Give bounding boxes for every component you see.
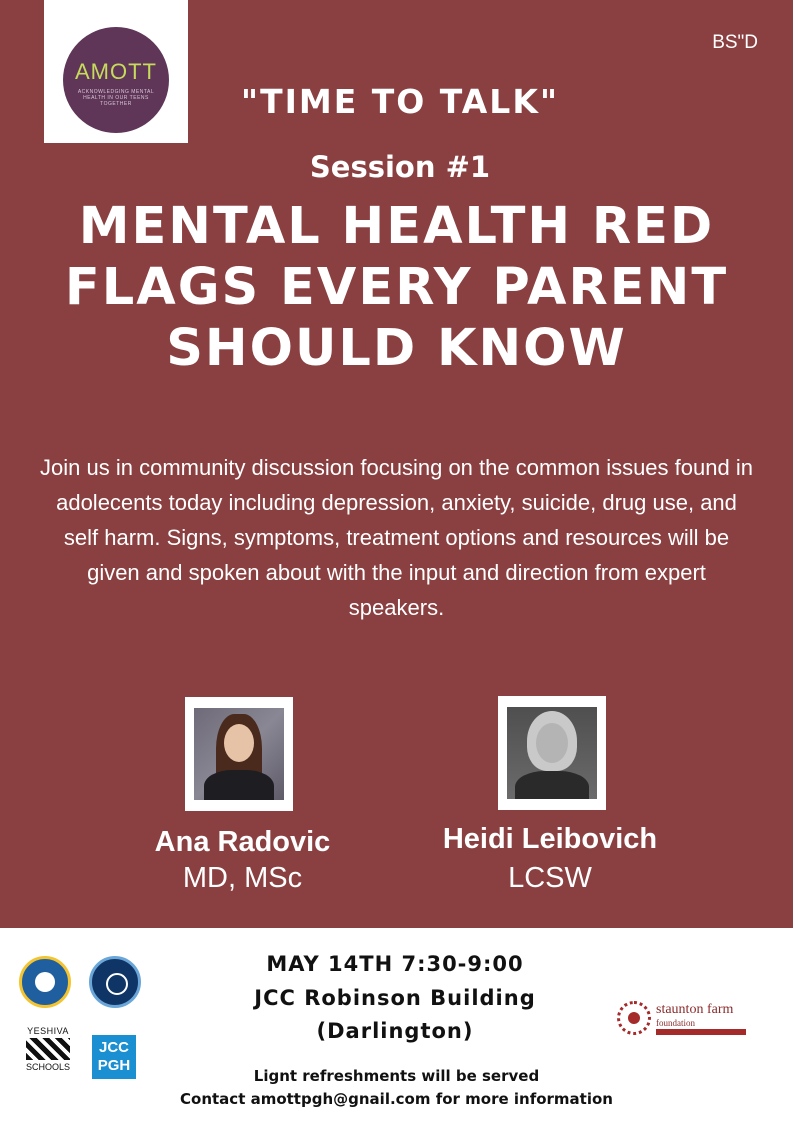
speaker-name: Heidi Leibovich [442,823,658,855]
event-description: Join us in community discussion focusing on the common issues found in adolecents today including depression, anxiety, suicide, drug use, and self harm. Signs, symptoms, treatment options and resources will be given and spoken about with the input and direction from expert speakers. [40,455,753,620]
speaker-credentials: LCSW [508,862,592,894]
amott-logo-circle [63,27,169,133]
event-series-title: "TIME TO TALK" [240,82,560,121]
corner-note: BS"D [712,32,758,53]
jcc-pgh-logo: JCC PGH [92,1035,136,1079]
contact-info: Contact amottpgh@gnail.com for more information [180,1090,613,1108]
speaker-photo-frame [185,697,293,811]
community-day-school-seal-icon [19,956,71,1008]
yeshiva-mark-icon [26,1038,70,1060]
session-number: Session #1 [309,150,491,184]
hillel-academy-seal-icon [89,956,141,1008]
yeshiva-schools-logo [21,1026,75,1082]
flyer-footer [0,928,793,1122]
event-date-time: MAY 14TH 7:30-9:00 [266,952,524,976]
headline: MENTAL HEALTH RED FLAGS EVERY PARENT SHOULD KNOW [64,197,729,378]
amott-logo [44,0,188,143]
speaker-name: Ana Radovic [154,826,331,858]
logo-name: AMOTT [75,59,157,84]
speaker-photo-frame [498,696,606,810]
event-venue-sub: (Darlington) [316,1019,474,1043]
schools-label: SCHOOLS [25,1062,70,1072]
staunton-flower-icon [617,1001,651,1035]
speaker-photo [507,707,597,799]
event-venue: JCC Robinson Building [254,986,536,1010]
staunton-sub: foundation [656,1018,695,1028]
speaker-credentials: MD, MSc [182,862,303,894]
logo-tagline: ACKNOWLEDGING MENTAL HEALTH IN OUR TEENS TOGETHER [77,89,155,107]
yeshiva-label: YESHIVA [27,1026,69,1036]
speaker-photo [194,708,284,800]
staunton-tagline-bar [656,1029,746,1035]
staunton-name: staunton farm [656,1002,734,1017]
staunton-farm-logo [608,996,758,1046]
refreshments-note: Lignt refreshments will be served [253,1067,540,1085]
